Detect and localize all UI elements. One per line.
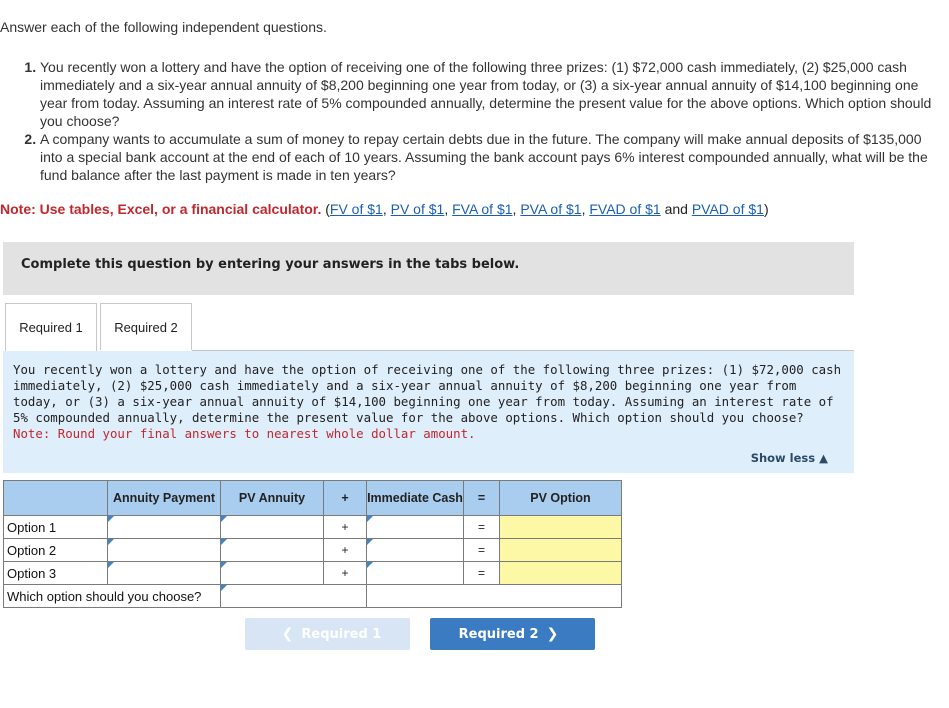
link-fv-of-1[interactable]: FV of $1 [329, 201, 383, 217]
and-text: and [664, 201, 688, 217]
row-label-option-1: Option 1 [4, 516, 108, 539]
option-2-immediate-cash-cell [367, 539, 464, 562]
choose-option-blank [367, 585, 622, 608]
panel-question [13, 362, 848, 442]
option-1-pv-annuity-input[interactable] [221, 517, 323, 538]
row-label-option-3: Option 3 [4, 562, 108, 585]
option-3-pv-annuity-cell [221, 562, 324, 585]
table-row [4, 516, 622, 539]
option-1-annuity-payment-input[interactable] [108, 517, 220, 538]
next-button-label: Required 2 [458, 626, 539, 642]
panel-question-text: You recently won a lottery and have the option of receiving one of the following three prizes: (1) $72,000 cash immediately, (2) $25,000 cash immediately and a six-year annual annuity of $8,200 beginning one year from today, or (3) a six-year annual annuity of $14,100 beginning one year from today. Assuming an interest rate of 5% compounded annually, determine the present value for the above options. Which option should you choose? [13, 362, 842, 425]
choose-option-input[interactable] [221, 586, 366, 607]
answer-table [3, 480, 622, 608]
option-3-annuity-payment-cell [108, 562, 221, 585]
question-list [0, 58, 940, 184]
link-fvad-of-1[interactable]: FVAD of $1 [589, 201, 661, 217]
question-panel [3, 351, 854, 473]
header-plus: + [324, 481, 367, 516]
tab-required-1-label: Required 1 [19, 320, 83, 335]
option-2-pv-annuity-input[interactable] [221, 540, 323, 561]
header-immediate-cash: Immediate Cash [367, 481, 464, 516]
option-1-immediate-cash-input[interactable] [367, 517, 463, 538]
option-3-annuity-payment-input[interactable] [108, 563, 220, 584]
next-required-2-button[interactable] [430, 618, 595, 650]
link-pvad-of-1[interactable]: PVAD of $1 [691, 201, 764, 217]
chevron-right-icon: ❯ [546, 626, 559, 642]
plus-sign: + [324, 516, 367, 539]
show-less-toggle[interactable] [751, 451, 828, 465]
intro-text: Answer each of the following independent questions. [0, 19, 327, 35]
plus-sign: + [324, 539, 367, 562]
option-3-immediate-cash-input[interactable] [367, 563, 463, 584]
option-2-pv-option-cell [500, 539, 622, 562]
option-1-pv-annuity-cell [221, 516, 324, 539]
table-row [4, 562, 622, 585]
link-pv-of-1[interactable]: PV of $1 [390, 201, 445, 217]
equals-sign: = [464, 516, 500, 539]
equals-sign: = [464, 539, 500, 562]
option-2-annuity-payment-input[interactable] [108, 540, 220, 561]
option-2-pv-annuity-cell [221, 539, 324, 562]
note-label: Note: Use tables, Excel, or a financial calculator. [0, 201, 322, 217]
choose-option-cell [221, 585, 367, 608]
tab-required-1[interactable] [5, 303, 97, 351]
option-2-annuity-payment-cell [108, 539, 221, 562]
show-less-label: Show less [750, 451, 816, 465]
option-2-immediate-cash-input[interactable] [367, 540, 463, 561]
option-1-pv-option-cell [500, 516, 622, 539]
question-1: 1. You recently won a lottery and have the option of receiving one of the following three prizes: (1) $72,000 cash immediately, (2) $25,000 cash immediately and a six-year annual annuity of $8,200 beginning one year from today, or (3) a six-year annual annuity of $14,100 beginning one year from today. Assuming an interest rate of 5% compounded annually, determine the present value for the above options. Which option should you choose? [40, 58, 940, 130]
link-fva-of-1[interactable]: FVA of $1 [452, 201, 513, 217]
option-1-annuity-payment-cell [108, 516, 221, 539]
tab-required-2[interactable] [100, 303, 192, 350]
header-pv-annuity: PV Annuity [221, 481, 324, 516]
tab-required-2-label: Required 2 [114, 319, 178, 335]
instruction-banner [3, 242, 854, 295]
prev-button-label: Required 1 [301, 626, 382, 642]
option-3-pv-annuity-input[interactable] [221, 563, 323, 584]
row-label-option-2: Option 2 [4, 539, 108, 562]
caret-up-icon: ▲ [819, 451, 828, 465]
banner-text: Complete this question by entering your answers in the tabs below. [21, 257, 520, 272]
choose-option-label: Which option should you choose? [4, 585, 221, 608]
plus-sign: + [324, 562, 367, 585]
option-3-immediate-cash-cell [367, 562, 464, 585]
link-pva-of-1[interactable]: PVA of $1 [520, 201, 582, 217]
chevron-left-icon: ❮ [281, 626, 294, 642]
option-1-immediate-cash-cell [367, 516, 464, 539]
question-2: 2. A company wants to accumulate a sum of money to repay certain debts due in the future. The company will make annual deposits of $135,000 into a special bank account at the end of each of 10 years. Assuming the bank account pays 6% interest compounded annually, what will be the fund balance after the last payment is made in ten years? [40, 130, 940, 184]
table-header-row [4, 481, 622, 516]
table-row [4, 585, 622, 608]
note-line: Note: Use tables, Excel, or a financial calculator. (FV of $1, PV of $1, FVA of $1, PVA of $1, FVAD of $1 and PVAD of $1) [0, 201, 769, 217]
equals-sign: = [464, 562, 500, 585]
header-annuity-payment: Annuity Payment [108, 481, 221, 516]
header-blank [4, 481, 108, 516]
option-3-pv-option-cell [500, 562, 622, 585]
table-row [4, 539, 622, 562]
header-equals: = [464, 481, 500, 516]
prev-required-1-button[interactable] [245, 618, 410, 650]
header-pv-option: PV Option [500, 481, 622, 516]
panel-round-note: Note: Round your final answers to nearest whole dollar amount. [13, 426, 476, 441]
